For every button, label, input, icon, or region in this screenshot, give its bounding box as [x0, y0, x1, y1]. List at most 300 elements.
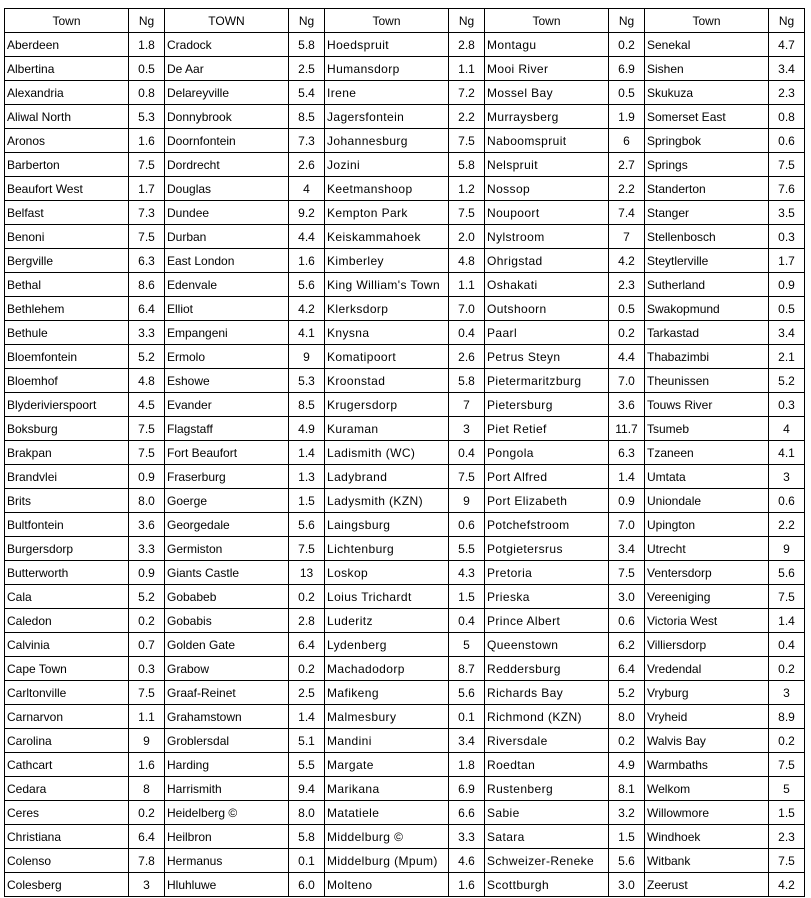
- ng-cell: 5.8: [449, 153, 485, 177]
- ng-cell: 0.2: [289, 657, 325, 681]
- table-row: [5, 153, 805, 177]
- ng-cell: 6.4: [129, 297, 165, 321]
- ng-cell: 3.4: [769, 57, 805, 81]
- town-cell: Carolina: [5, 729, 129, 753]
- town-cell: Albertina: [5, 57, 129, 81]
- ng-cell: 7.8: [129, 849, 165, 873]
- ng-cell: 0.5: [769, 297, 805, 321]
- ng-cell: 5: [769, 777, 805, 801]
- town-cell: Calvinia: [5, 633, 129, 657]
- ng-cell: 2.5: [289, 57, 325, 81]
- ng-cell: 1.4: [289, 441, 325, 465]
- town-cell: Springbok: [645, 129, 769, 153]
- ng-cell: 0.3: [129, 657, 165, 681]
- ng-cell: 2.7: [609, 153, 645, 177]
- town-cell: Luderitz: [325, 609, 449, 633]
- ng-cell: 4.2: [609, 249, 645, 273]
- ng-cell: 7.5: [449, 465, 485, 489]
- town-cell: Ermolo: [165, 345, 289, 369]
- ng-cell: 7: [449, 393, 485, 417]
- ng-cell: 2.6: [289, 153, 325, 177]
- town-cell: Mafikeng: [325, 681, 449, 705]
- ng-cell: 4.9: [609, 753, 645, 777]
- table-row: [5, 177, 805, 201]
- town-cell: Edenvale: [165, 273, 289, 297]
- ng-cell: 5.8: [449, 369, 485, 393]
- ng-cell: 1.6: [289, 249, 325, 273]
- town-cell: Doornfontein: [165, 129, 289, 153]
- ng-cell: 5.5: [289, 753, 325, 777]
- ng-cell: 4.1: [769, 441, 805, 465]
- ng-cell: 4.2: [289, 297, 325, 321]
- town-cell: Villiersdorp: [645, 633, 769, 657]
- ng-cell: 8.1: [609, 777, 645, 801]
- town-cell: Stanger: [645, 201, 769, 225]
- town-cell: Outshoorn: [485, 297, 609, 321]
- town-cell: Cradock: [165, 33, 289, 57]
- town-cell: Mandini: [325, 729, 449, 753]
- ng-cell: 2.3: [609, 273, 645, 297]
- town-cell: Benoni: [5, 225, 129, 249]
- town-cell: Caledon: [5, 609, 129, 633]
- town-cell: Naboomspruit: [485, 129, 609, 153]
- ng-cell: 1.5: [769, 801, 805, 825]
- town-cell: Ceres: [5, 801, 129, 825]
- ng-cell: 1.1: [449, 57, 485, 81]
- town-cell: Empangeni: [165, 321, 289, 345]
- town-cell: Ladybrand: [325, 465, 449, 489]
- town-cell: Upington: [645, 513, 769, 537]
- town-cell: Donnybrook: [165, 105, 289, 129]
- town-cell: Skukuza: [645, 81, 769, 105]
- town-cell: Eshowe: [165, 369, 289, 393]
- town-cell: Montagu: [485, 33, 609, 57]
- town-cell: Hermanus: [165, 849, 289, 873]
- table-row: [5, 537, 805, 561]
- ng-cell: 8: [129, 777, 165, 801]
- ng-cell: 7.0: [609, 513, 645, 537]
- ng-cell: 2.3: [769, 81, 805, 105]
- ng-cell: 6.2: [609, 633, 645, 657]
- ng-cell: 0.2: [129, 801, 165, 825]
- town-cell: De Aar: [165, 57, 289, 81]
- ng-cell: 4.4: [289, 225, 325, 249]
- town-cell: Douglas: [165, 177, 289, 201]
- ng-cell: 2.8: [289, 609, 325, 633]
- ng-cell: 1.8: [449, 753, 485, 777]
- town-cell: Bloemfontein: [5, 345, 129, 369]
- table-row: [5, 801, 805, 825]
- table-row: [5, 465, 805, 489]
- town-cell: Mossel Bay: [485, 81, 609, 105]
- ng-cell: 8.9: [769, 705, 805, 729]
- column-header-ng: Ng: [289, 9, 325, 33]
- ng-cell: 0.5: [609, 81, 645, 105]
- town-cell: Reddersburg: [485, 657, 609, 681]
- town-cell: Port Elizabeth: [485, 489, 609, 513]
- town-cell: Aberdeen: [5, 33, 129, 57]
- ng-cell: 7.5: [449, 129, 485, 153]
- table-row: [5, 57, 805, 81]
- town-cell: Welkom: [645, 777, 769, 801]
- town-cell: Standerton: [645, 177, 769, 201]
- town-cell: Kroonstad: [325, 369, 449, 393]
- town-cell: Jagersfontein: [325, 105, 449, 129]
- town-cell: Willowmore: [645, 801, 769, 825]
- ng-cell: 2.0: [449, 225, 485, 249]
- header-row: [5, 9, 805, 33]
- town-cell: Loskop: [325, 561, 449, 585]
- ng-cell: 3: [449, 417, 485, 441]
- ng-cell: 8.5: [289, 105, 325, 129]
- ng-cell: 7.3: [289, 129, 325, 153]
- ng-cell: 3.3: [129, 537, 165, 561]
- town-cell: Steytlerville: [645, 249, 769, 273]
- ng-cell: 9: [129, 729, 165, 753]
- ng-cell: 2.8: [449, 33, 485, 57]
- ng-cell: 6.4: [289, 633, 325, 657]
- ng-cell: 1.4: [609, 465, 645, 489]
- town-cell: Ohrigstad: [485, 249, 609, 273]
- town-cell: Humansdorp: [325, 57, 449, 81]
- town-cell: Brits: [5, 489, 129, 513]
- table-row: [5, 249, 805, 273]
- town-cell: Potchefstroom: [485, 513, 609, 537]
- ng-cell: 0.6: [609, 609, 645, 633]
- town-cell: Piet Retief: [485, 417, 609, 441]
- table-row: [5, 681, 805, 705]
- town-cell: Harding: [165, 753, 289, 777]
- town-cell: Port Alfred: [485, 465, 609, 489]
- ng-cell: 0.2: [609, 321, 645, 345]
- town-cell: Fort Beaufort: [165, 441, 289, 465]
- column-header-ng: Ng: [129, 9, 165, 33]
- ng-cell: 8.7: [449, 657, 485, 681]
- town-cell: Scottburgh: [485, 873, 609, 897]
- town-cell: Ventersdorp: [645, 561, 769, 585]
- ng-cell: 2.2: [449, 105, 485, 129]
- ng-cell: 3.0: [609, 873, 645, 897]
- ng-cell: 1.7: [129, 177, 165, 201]
- table-row: [5, 297, 805, 321]
- town-cell: Graaf-Reinet: [165, 681, 289, 705]
- town-cell: Petrus Steyn: [485, 345, 609, 369]
- ng-cell: 8.0: [129, 489, 165, 513]
- ng-cell: 0.8: [129, 81, 165, 105]
- ng-cell: 7.5: [129, 681, 165, 705]
- town-cell: Margate: [325, 753, 449, 777]
- table-row: [5, 81, 805, 105]
- column-header-ng: Ng: [769, 9, 805, 33]
- town-cell: Nelspruit: [485, 153, 609, 177]
- ng-cell: 5.6: [609, 849, 645, 873]
- town-cell: Marikana: [325, 777, 449, 801]
- table-row: [5, 561, 805, 585]
- town-cell: Mooi River: [485, 57, 609, 81]
- town-cell: Rustenberg: [485, 777, 609, 801]
- town-cell: Potgietersrus: [485, 537, 609, 561]
- ng-cell: 6: [609, 129, 645, 153]
- town-cell: Oshakati: [485, 273, 609, 297]
- ng-cell: 0.4: [449, 321, 485, 345]
- ng-cell: 0.9: [609, 489, 645, 513]
- ng-cell: 7.0: [609, 369, 645, 393]
- town-cell: Witbank: [645, 849, 769, 873]
- ng-cell: 0.6: [769, 489, 805, 513]
- ng-cell: 2.2: [609, 177, 645, 201]
- ng-cell: 3.4: [769, 321, 805, 345]
- ng-cell: 3.2: [609, 801, 645, 825]
- town-cell: Pongola: [485, 441, 609, 465]
- town-cell: Giants Castle: [165, 561, 289, 585]
- table-row: [5, 273, 805, 297]
- ng-cell: 5.1: [289, 729, 325, 753]
- town-cell: Kuraman: [325, 417, 449, 441]
- town-cell: Gobabis: [165, 609, 289, 633]
- column-header-town: TOWN: [165, 9, 289, 33]
- ng-cell: 1.4: [289, 705, 325, 729]
- town-cell: Heilbron: [165, 825, 289, 849]
- ng-cell: 7.2: [449, 81, 485, 105]
- ng-cell: 6.9: [609, 57, 645, 81]
- ng-cell: 8.5: [289, 393, 325, 417]
- ng-cell: 7.5: [769, 585, 805, 609]
- town-cell: Groblersdal: [165, 729, 289, 753]
- table-row: [5, 105, 805, 129]
- column-header-town: Town: [5, 9, 129, 33]
- table-row: [5, 873, 805, 897]
- town-cell: Klerksdorp: [325, 297, 449, 321]
- town-cell: Bethule: [5, 321, 129, 345]
- town-cell: Noupoort: [485, 201, 609, 225]
- town-cell: Cape Town: [5, 657, 129, 681]
- ng-cell: 3: [769, 681, 805, 705]
- town-cell: Richmond (KZN): [485, 705, 609, 729]
- town-cell: Grahamstown: [165, 705, 289, 729]
- town-cell: Theunissen: [645, 369, 769, 393]
- ng-cell: 1.7: [769, 249, 805, 273]
- town-cell: Butterworth: [5, 561, 129, 585]
- town-cell: Hluhluwe: [165, 873, 289, 897]
- town-cell: Aronos: [5, 129, 129, 153]
- ng-cell: 3.0: [609, 585, 645, 609]
- town-cell: Bultfontein: [5, 513, 129, 537]
- town-cell: Burgersdorp: [5, 537, 129, 561]
- table-row: [5, 729, 805, 753]
- town-cell: Dordrecht: [165, 153, 289, 177]
- table-row: [5, 393, 805, 417]
- table-row: [5, 657, 805, 681]
- ng-cell: 7.3: [129, 201, 165, 225]
- ng-cell: 0.4: [449, 609, 485, 633]
- town-cell: Vereeniging: [645, 585, 769, 609]
- town-cell: Knysna: [325, 321, 449, 345]
- ng-cell: 7.5: [289, 537, 325, 561]
- ng-cell: 1.8: [129, 33, 165, 57]
- ng-cell: 7.6: [769, 177, 805, 201]
- town-cell: Warmbaths: [645, 753, 769, 777]
- town-cell: Irene: [325, 81, 449, 105]
- ng-cell: 4.7: [769, 33, 805, 57]
- town-cell: Alexandria: [5, 81, 129, 105]
- ng-cell: 2.3: [769, 825, 805, 849]
- ng-cell: 0.8: [769, 105, 805, 129]
- table-row: [5, 849, 805, 873]
- table-row: [5, 609, 805, 633]
- town-cell: Bethal: [5, 273, 129, 297]
- table-row: [5, 345, 805, 369]
- ng-cell: 7.0: [449, 297, 485, 321]
- ng-cell: 5.2: [609, 681, 645, 705]
- ng-cell: 6.6: [449, 801, 485, 825]
- ng-cell: 0.2: [609, 33, 645, 57]
- town-cell: Johannesburg: [325, 129, 449, 153]
- town-cell: Uniondale: [645, 489, 769, 513]
- ng-cell: 1.1: [449, 273, 485, 297]
- town-cell: Grabow: [165, 657, 289, 681]
- town-cell: Springs: [645, 153, 769, 177]
- ng-cell: 2.5: [289, 681, 325, 705]
- table-row: [5, 225, 805, 249]
- ng-cell: 6.0: [289, 873, 325, 897]
- town-cell: Victoria West: [645, 609, 769, 633]
- ng-cell: 3.6: [129, 513, 165, 537]
- town-cell: Vryheid: [645, 705, 769, 729]
- ng-cell: 5.5: [449, 537, 485, 561]
- town-cell: Sutherland: [645, 273, 769, 297]
- town-cell: Stellenbosch: [645, 225, 769, 249]
- ng-cell: 3.4: [609, 537, 645, 561]
- ng-cell: 0.1: [449, 705, 485, 729]
- table-row: [5, 753, 805, 777]
- town-cell: Carnarvon: [5, 705, 129, 729]
- ng-cell: 5.2: [129, 345, 165, 369]
- town-cell: Machadodorp: [325, 657, 449, 681]
- town-cell: Tsumeb: [645, 417, 769, 441]
- town-cell: Gobabeb: [165, 585, 289, 609]
- ng-cell: 7: [609, 225, 645, 249]
- town-cell: Umtata: [645, 465, 769, 489]
- ng-cell: 7.5: [129, 225, 165, 249]
- table-row: [5, 777, 805, 801]
- town-cell: Nossop: [485, 177, 609, 201]
- ng-cell: 8.6: [129, 273, 165, 297]
- town-cell: Krugersdorp: [325, 393, 449, 417]
- town-cell: Harrismith: [165, 777, 289, 801]
- town-cell: Dundee: [165, 201, 289, 225]
- ng-cell: 0.2: [609, 729, 645, 753]
- ng-cell: 3.5: [769, 201, 805, 225]
- ng-cell: 0.1: [289, 849, 325, 873]
- ng-cell: 13: [289, 561, 325, 585]
- ng-cell: 3.4: [449, 729, 485, 753]
- town-cell: Roedtan: [485, 753, 609, 777]
- town-cell: Ladysmith (KZN): [325, 489, 449, 513]
- town-cell: Cedara: [5, 777, 129, 801]
- ng-cell: 7.5: [129, 153, 165, 177]
- ng-cell: 3.6: [609, 393, 645, 417]
- town-cell: Prieska: [485, 585, 609, 609]
- town-cell: Ladismith (WC): [325, 441, 449, 465]
- ng-cell: 1.2: [449, 177, 485, 201]
- ng-cell: 7.5: [609, 561, 645, 585]
- ng-cell: 4.1: [289, 321, 325, 345]
- ng-cell: 0.9: [129, 561, 165, 585]
- town-cell: Richards Bay: [485, 681, 609, 705]
- ng-cell: 0.3: [769, 393, 805, 417]
- table-row: [5, 441, 805, 465]
- town-cell: Georgedale: [165, 513, 289, 537]
- town-cell: Boksburg: [5, 417, 129, 441]
- ng-cell: 3.3: [129, 321, 165, 345]
- town-cell: Somerset East: [645, 105, 769, 129]
- town-cell: Durban: [165, 225, 289, 249]
- town-cell: Riversdale: [485, 729, 609, 753]
- town-cell: Carltonville: [5, 681, 129, 705]
- ng-cell: 1.6: [129, 753, 165, 777]
- town-cell: Colenso: [5, 849, 129, 873]
- town-cell: Nylstroom: [485, 225, 609, 249]
- ng-cell: 0.3: [769, 225, 805, 249]
- ng-cell: 9: [449, 489, 485, 513]
- ng-cell: 2.1: [769, 345, 805, 369]
- town-cell: Vredendal: [645, 657, 769, 681]
- town-cell: Malmesbury: [325, 705, 449, 729]
- town-cell: Tzaneen: [645, 441, 769, 465]
- ng-cell: 7.5: [769, 849, 805, 873]
- town-cell: Swakopmund: [645, 297, 769, 321]
- ng-cell: 5.3: [129, 105, 165, 129]
- ng-cell: 0.4: [769, 633, 805, 657]
- town-cell: Laingsburg: [325, 513, 449, 537]
- town-cell: Jozini: [325, 153, 449, 177]
- town-cell: Queenstown: [485, 633, 609, 657]
- table-row: [5, 201, 805, 225]
- town-cell: Keiskammahoek: [325, 225, 449, 249]
- table-row: [5, 129, 805, 153]
- ng-cell: 0.4: [449, 441, 485, 465]
- town-cell: Zeerust: [645, 873, 769, 897]
- town-cell: Vryburg: [645, 681, 769, 705]
- town-cell: Keetmanshoop: [325, 177, 449, 201]
- ng-cell: 6.3: [129, 249, 165, 273]
- ng-cell: 8.0: [609, 705, 645, 729]
- column-header-ng: Ng: [449, 9, 485, 33]
- ng-cell: 0.9: [769, 273, 805, 297]
- lightning-density-table: [4, 8, 805, 897]
- column-header-town: Town: [325, 9, 449, 33]
- ng-cell: 8.0: [289, 801, 325, 825]
- ng-cell: 7.5: [129, 441, 165, 465]
- ng-cell: 1.3: [289, 465, 325, 489]
- town-cell: Beaufort West: [5, 177, 129, 201]
- town-cell: Matatiele: [325, 801, 449, 825]
- town-cell: Fraserburg: [165, 465, 289, 489]
- ng-cell: 6.4: [609, 657, 645, 681]
- town-cell: Cala: [5, 585, 129, 609]
- town-cell: Germiston: [165, 537, 289, 561]
- ng-cell: 11.7: [609, 417, 645, 441]
- ng-cell: 1.5: [449, 585, 485, 609]
- table-row: [5, 513, 805, 537]
- ng-cell: 4.3: [449, 561, 485, 585]
- ng-cell: 5.4: [289, 81, 325, 105]
- table-row: [5, 585, 805, 609]
- town-cell: Paarl: [485, 321, 609, 345]
- town-cell: Hoedspruit: [325, 33, 449, 57]
- town-cell: Blyderivierspoort: [5, 393, 129, 417]
- ng-cell: 2.2: [769, 513, 805, 537]
